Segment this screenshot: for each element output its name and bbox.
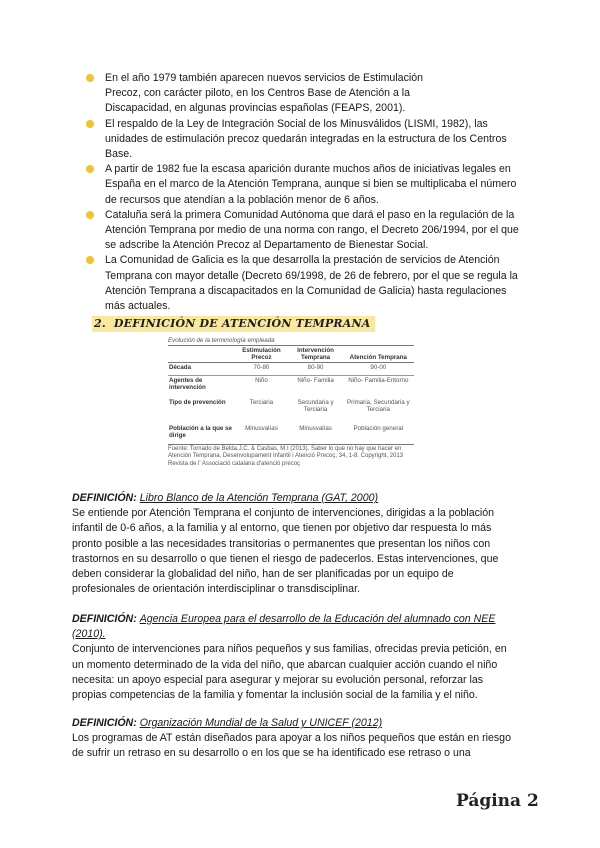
bullet-item	[86, 71, 526, 117]
definition-block	[72, 716, 512, 762]
bullet-item	[86, 253, 526, 314]
table-cell: Minusvalías	[234, 424, 288, 445]
table-cell: Secundaria y Terciaria	[297, 399, 334, 413]
section-heading	[92, 316, 375, 332]
table-row-header: Población a la que se dirige	[168, 424, 234, 445]
terminology-table	[168, 346, 414, 445]
table-cell: Niño- Familia-Entorno	[348, 377, 409, 384]
definition-heading	[72, 716, 512, 731]
definition-heading	[72, 491, 512, 506]
definition-text: Los programas de AT están diseñados para apoyar a los niños pequeños que están en riesgo de sufrir un retraso en su desarrollo o en los que se ha identificado ese retraso o una	[72, 732, 511, 760]
bullet-item	[86, 208, 526, 254]
definition-block	[72, 612, 512, 703]
table-cell: Población general	[343, 424, 414, 445]
table-row-header: Agentes de intervención	[169, 377, 206, 391]
table-cell: Minusvalías	[289, 424, 343, 445]
bullet-dot-icon	[86, 74, 94, 82]
definition-block	[72, 491, 512, 597]
definition-text: Se entiende por Atención Temprana el conjunto de intervenciones, dirigidas a la población infantil de 0-6 años, a la familia y al entorno, que tienen por objetivo dar respuesta lo más pronto posible a las necesidades transitorias o permanentes que presentan los niños con trastornos en su desarrollo o que tienen el riesgo de padecerlos. Estas intervenciones, que deben considerar la globalidad del niño, han de ser planificadas por un equipo de profesionales de orientación interdisciplinar o transdisciplinar.	[72, 507, 499, 596]
table-cell: 70-80	[234, 363, 288, 376]
definition-source: Organización Mundial de la Salud y UNICEF (2012)	[139, 717, 383, 729]
definition-source: Agencia Europea para el desarrollo de la Educación del alumnado con NEE (2010).	[72, 613, 496, 641]
table-row	[168, 398, 414, 424]
bullet-text: A partir de 1982 fue la escasa aparición durante muchos años de iniciativas legales en España en el marco de la Atención Temprana, aunque si bien se multiplicaba el número de recursos que atendían a la población menor de 6 años.	[105, 163, 517, 206]
table-header-cell: Atención Temprana	[343, 346, 414, 363]
table-row	[168, 424, 414, 445]
table-header-cell: Estimulación Precoz	[234, 346, 288, 363]
table-row	[168, 376, 414, 399]
table-cell: 80-90	[289, 363, 343, 376]
table-cell: Primaria, Secundaria y Terciaria	[347, 399, 410, 413]
table-header-row	[168, 346, 414, 363]
definition-label: DEFINICIÓN:	[72, 492, 137, 504]
table-cell: Terciaria	[249, 399, 274, 406]
terminology-table-figure	[168, 336, 414, 468]
table-row-header: Década	[168, 363, 234, 376]
bullet-text: En el año 1979 también aparecen nuevos servicios de Estimulación Precoz, con carácter piloto, en los Centros Base de Atención a la Discapacidad, en algunas provincias españolas (FEAPS, 2001).	[105, 72, 424, 115]
bullet-item	[86, 162, 526, 208]
table-cell: Niño	[255, 377, 268, 384]
bullet-list	[86, 71, 526, 314]
bullet-item	[86, 117, 526, 163]
definition-text: Conjunto de intervenciones para niños pequeños y sus familias, ofrecidas previa petición, en un momento determinado de la vida del niño, que abarcan cualquier acción cuando el niño necesita: un apoyo especial para asegurar y mejorar su evolución personal, reforzar las propias competencias de la familia y fomentar la inclusión social de la familia y el niño.	[72, 643, 507, 702]
definition-label: DEFINICIÓN:	[72, 717, 137, 729]
section-number: 2.	[94, 317, 106, 330]
table-header-cell	[168, 346, 234, 363]
table-row	[168, 363, 414, 376]
bullet-dot-icon	[86, 120, 94, 128]
table-cell: 90-00	[343, 363, 414, 376]
bullet-dot-icon	[86, 211, 94, 219]
bullet-text: La Comunidad de Galicia es la que desarrolla la prestación de servicios de Atención Temprana con mayor detalle (Decreto 69/1998, de 26 de febrero, por el que se regula la Atención Temprana a discapacitados en la Comunidad de Galicia) hasta regulaciones más actuales.	[105, 254, 518, 313]
bullet-text: El respaldo de la Ley de Integración Social de los Minusválidos (LISMI, 1982), las unidades de estimulación precoz quedarán integradas en la estructura de los Centros Base.	[105, 117, 507, 161]
bullet-text: Cataluña será la primera Comunidad Autónoma que dará el paso en la regulación de la Atención Temprana por medio de una norma con rango, el Decreto 206/1994, por el que se adscribe la Atención Precoz al Departamento de Bienestar Social.	[105, 208, 519, 252]
section-title: DEFINICIÓN DE ATENCIÓN TEMPRANA	[113, 317, 371, 330]
table-title: Evolución de la terminología empleada	[168, 336, 414, 346]
page-number: Página 2	[456, 791, 539, 811]
table-header-cell: Intervención Temprana	[289, 346, 343, 363]
bullet-dot-icon	[86, 256, 94, 264]
table-row-header: Tipo de prevención	[169, 399, 226, 406]
bullet-dot-icon	[86, 165, 94, 173]
definition-heading	[72, 612, 512, 642]
definition-source: Libro Blanco de la Atención Temprana (GAT, 2000)	[139, 492, 379, 504]
definition-label: DEFINICIÓN:	[72, 613, 137, 625]
table-source: Fuente: Tornado de Belda,J.C. & Casbas, M.I (2013). Saber lo que no hay que hacer en Atención Temprana. Desenvolupament Infantil i Atenció Precoç, 34, 1-8. Copyright, 2013 Revista de l' Associació catalana d'atenció precoç	[168, 446, 404, 467]
table-cell: Niño- Familia	[297, 377, 334, 384]
